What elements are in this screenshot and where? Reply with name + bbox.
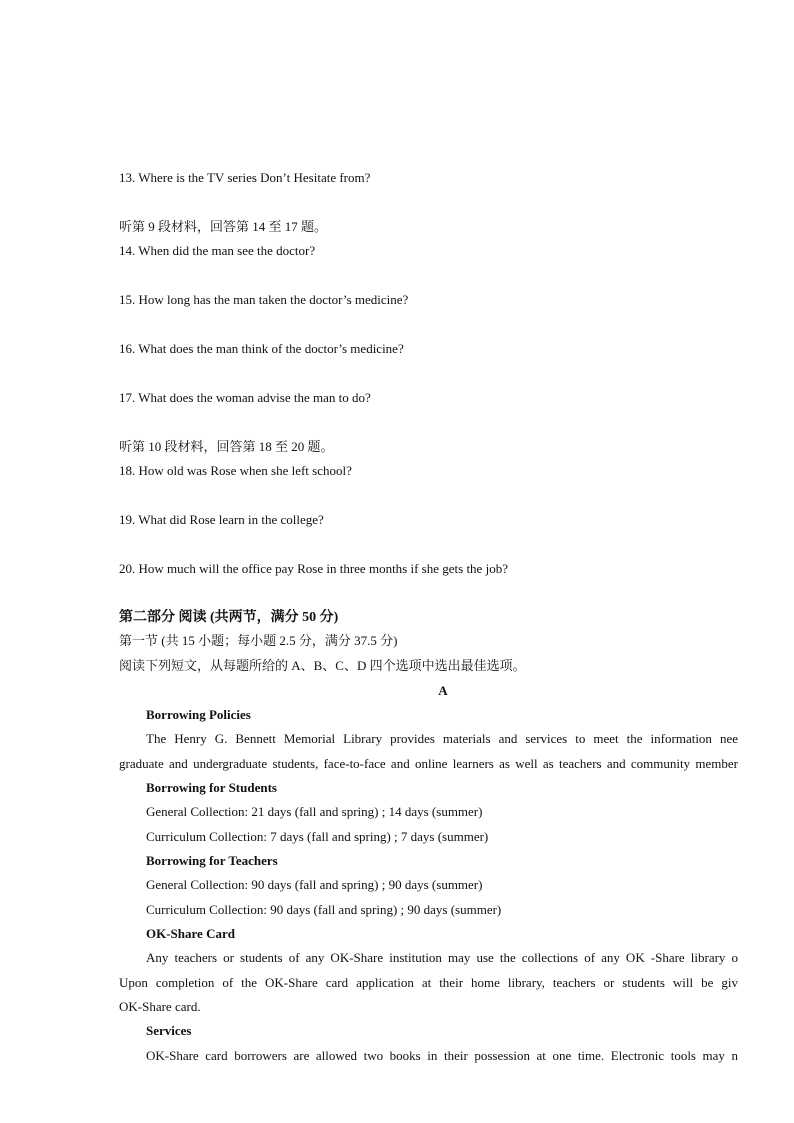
q13-question: 13. Where is the TV series Don’t Hesitate from? <box>119 170 371 185</box>
intro-line-1: The Henry G. Bennett Memorial Library provides materials and services to meet the information nee <box>146 731 738 746</box>
services-heading: Services <box>146 1023 192 1038</box>
okshare-line-2: Upon completion of the OK-Share card application at their home library, teachers or students will be giv <box>119 975 738 990</box>
q18-question: 18. How old was Rose when she left school? <box>119 463 352 478</box>
students-curriculum: Curriculum Collection: 7 days (fall and spring) ; 7 days (summer) <box>146 829 489 844</box>
okshare-line-3: OK-Share card. <box>119 999 201 1014</box>
q19-question: 19. What did Rose learn in the college? <box>119 512 324 527</box>
services-line-1: OK-Share card borrowers are allowed two books in their possession at one time. Electronic tools may n <box>146 1048 738 1063</box>
teachers-heading: Borrowing for Teachers <box>146 853 278 868</box>
okshare-line-1: Any teachers or students of any OK-Share institution may use the collections of any OK -Share library o <box>146 950 738 965</box>
intro-line-2: graduate and undergraduate students, face-to-face and online learners as well as teachers and community member <box>119 756 738 771</box>
passage-label: A <box>438 683 448 698</box>
q16-question: 16. What does the man think of the doctor’s medicine? <box>119 341 404 356</box>
okshare-heading: OK-Share Card <box>146 926 235 941</box>
material-9-instruction: 听第 9 段材料，回答第 14 至 17 题。 <box>119 219 328 234</box>
q17-question: 17. What does the woman advise the man to do? <box>119 390 371 405</box>
teachers-general: General Collection: 90 days (fall and spring) ; 90 days (summer) <box>146 877 483 892</box>
material-10-instruction: 听第 10 段材料，回答第 18 至 20 题。 <box>119 439 334 454</box>
passage-title: Borrowing Policies <box>146 707 251 722</box>
part2-title: 第二部分 阅读 (共两节，满分 50 分) <box>119 610 339 625</box>
students-general: General Collection: 21 days (fall and spring) ; 14 days (summer) <box>146 804 483 819</box>
q15-question: 15. How long has the man taken the doctor’s medicine? <box>119 292 409 307</box>
q20-question: 20. How much will the office pay Rose in three months if she gets the job? <box>119 561 508 576</box>
teachers-curriculum: Curriculum Collection: 90 days (fall and spring) ; 90 days (summer) <box>146 902 502 917</box>
part2-section1: 第一节 (共 15 小题；每小题 2.5 分，满分 37.5 分) <box>119 633 398 648</box>
part2-instruction: 阅读下列短文，从每题所给的 A、B、C、D 四个选项中选出最佳选项。 <box>119 658 526 673</box>
q14-question: 14. When did the man see the doctor? <box>119 243 316 258</box>
students-heading: Borrowing for Students <box>146 780 277 795</box>
